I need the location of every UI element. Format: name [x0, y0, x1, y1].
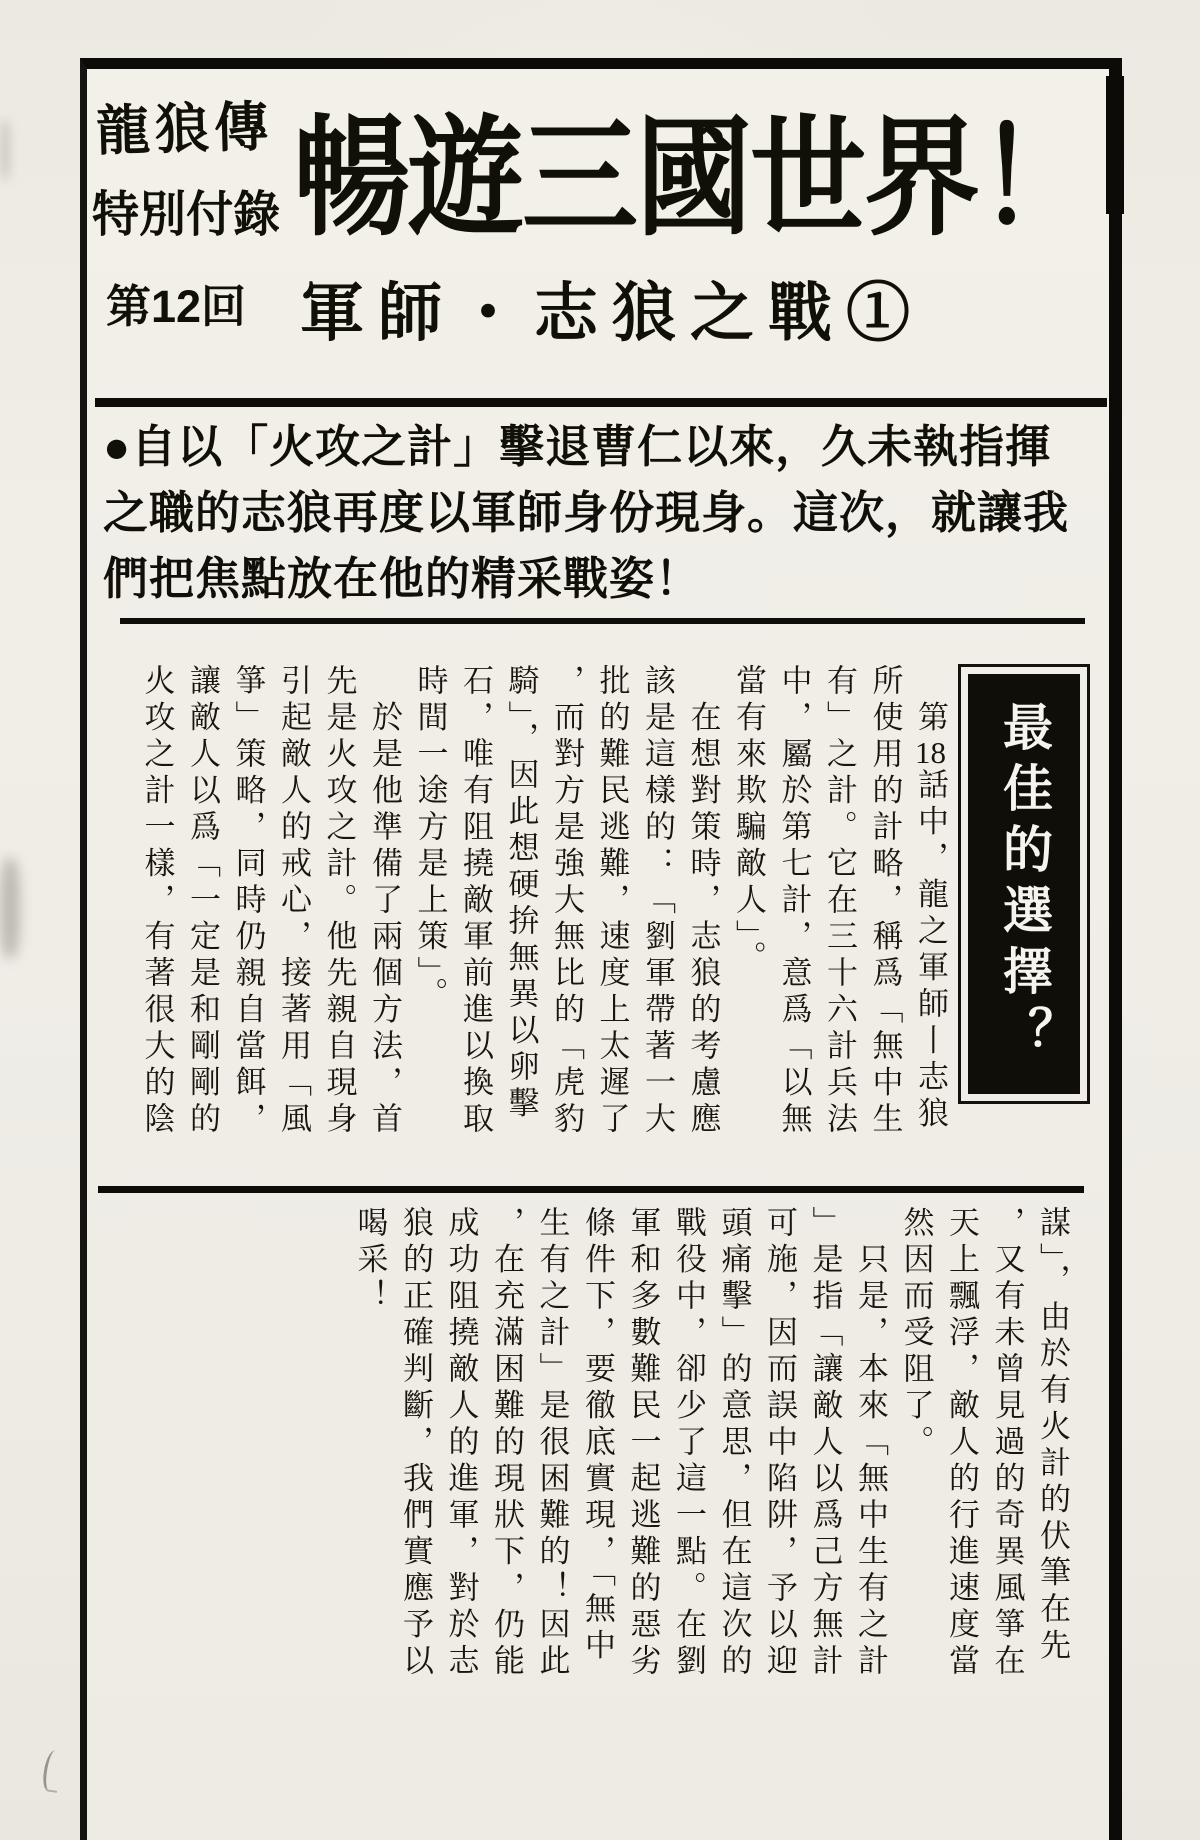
vertical-text-column: 先是火攻之計。他先親自現身: [321, 664, 357, 1139]
intro-divider-rule: [120, 618, 1085, 624]
vertical-text-column: 可施，因而誤中陷阱，予以迎: [762, 1206, 797, 1681]
vertical-text-column: 成功阻撓敵人的進軍，對於志: [443, 1206, 479, 1681]
vertical-text-column: 頭痛擊」的意思，但在這次的: [716, 1206, 752, 1681]
vertical-text-column: 所使用的計略，稱爲「無中生: [867, 664, 903, 1139]
body-section-2: [100, 1206, 1075, 1730]
header-divider-rule: [95, 398, 1107, 407]
vertical-text-column: 箏」策略，同時仍親自當餌，: [230, 664, 266, 1139]
vertical-text-column: 引起敵人的戒心，接著用「風: [276, 664, 311, 1139]
episode-number-label: 第12回: [106, 281, 247, 332]
main-title: 暢遊三國世界！: [294, 108, 1092, 253]
vertical-text-column: 石，唯有阻撓敵軍前進以換取: [458, 664, 493, 1139]
vertical-text-column: 然因而受阻了。: [898, 1206, 934, 1462]
pencil-mark-artifact: [41, 1749, 63, 1793]
vertical-text-column: 狼的正確判斷，我們實應予以: [398, 1206, 433, 1681]
section-divider-rule: [98, 1186, 1084, 1193]
vertical-text-column: 」是指「讓敵人以爲己方無計: [807, 1206, 843, 1681]
scan-smudge: [0, 858, 20, 958]
vertical-text-column: 生有之計」是很困難的！因此: [534, 1206, 570, 1681]
vertical-text-column: 在想對策時，志狼的考慮應: [685, 664, 721, 1139]
vertical-text-column: 第18話中，龍之軍師丨志狼: [913, 664, 948, 1133]
highlight-box-fill: [968, 674, 1080, 1094]
vertical-text-column: 謀」，由於有火計的伏筆在先: [1035, 1206, 1070, 1665]
vertical-text-column: 火攻之計一樣，有著很大的陰: [139, 664, 175, 1139]
intro-line: 之職的志狼再度以軍師身份現身。這次，就讓我: [103, 487, 1070, 538]
vertical-text-column: 喝采！: [352, 1206, 388, 1316]
highlight-box-title: 最佳的選擇？: [996, 701, 1052, 1067]
vertical-text-column: 天上飄浮，敵人的行進速度當: [944, 1206, 979, 1681]
vertical-text-column: 騎」，因此想硬拚無異以卵擊: [503, 664, 539, 1123]
vertical-text-column: 軍和多數難民一起逃難的惡劣: [625, 1206, 661, 1681]
body-section-1: [100, 664, 953, 1186]
vertical-text-column: 於是他準備了兩個方法，首: [367, 664, 402, 1139]
appendix-label: 特別付錄: [92, 188, 281, 242]
vertical-text-column: 讓敵人以爲「一定是和剛剛的: [185, 664, 220, 1139]
vertical-text-column: ，而對方是強大無比的「虎豹: [549, 664, 584, 1139]
vertical-text-column: 該是這樣的：「劉軍帶著一大: [640, 664, 675, 1139]
vertical-text-column: ，又有未曾見過的奇異風箏在: [989, 1206, 1025, 1681]
vertical-text-column: 條件下，要徹底實現，「無中: [580, 1206, 615, 1665]
vertical-text-column: 中，屬於第七計，意爲「以無: [776, 664, 812, 1139]
vertical-text-column: 當有來欺騙敵人」。: [731, 664, 766, 977]
intro-line: 們把焦點放在他的精采戰姿！: [103, 553, 702, 604]
vertical-text-column: 批的難民逃難，速度上太遲了: [594, 664, 630, 1139]
intro-paragraph: [103, 414, 1108, 612]
scan-smudge: [0, 120, 10, 180]
scan-ink-bleed: [1106, 76, 1124, 214]
vertical-text-column: 只是，本來「無中生有之計: [853, 1206, 888, 1681]
vertical-text-column: 戰役中，卻少了這一點。在劉: [671, 1206, 706, 1681]
intro-line: ●自以「火攻之計」擊退曹仁以來，久未執指揮: [103, 421, 1052, 472]
chapter-subtitle: 軍師・志狼之戰①: [300, 278, 924, 349]
publication-title: 龍狼傳: [95, 97, 274, 162]
highlight-box: [958, 664, 1090, 1104]
vertical-text-column: 有」之計。它在三十六計兵法: [822, 664, 857, 1139]
vertical-text-column: 時間一途方是上策」。: [412, 664, 448, 1014]
vertical-text-column: ，在充滿困難的現狀下，仍能: [489, 1206, 524, 1681]
